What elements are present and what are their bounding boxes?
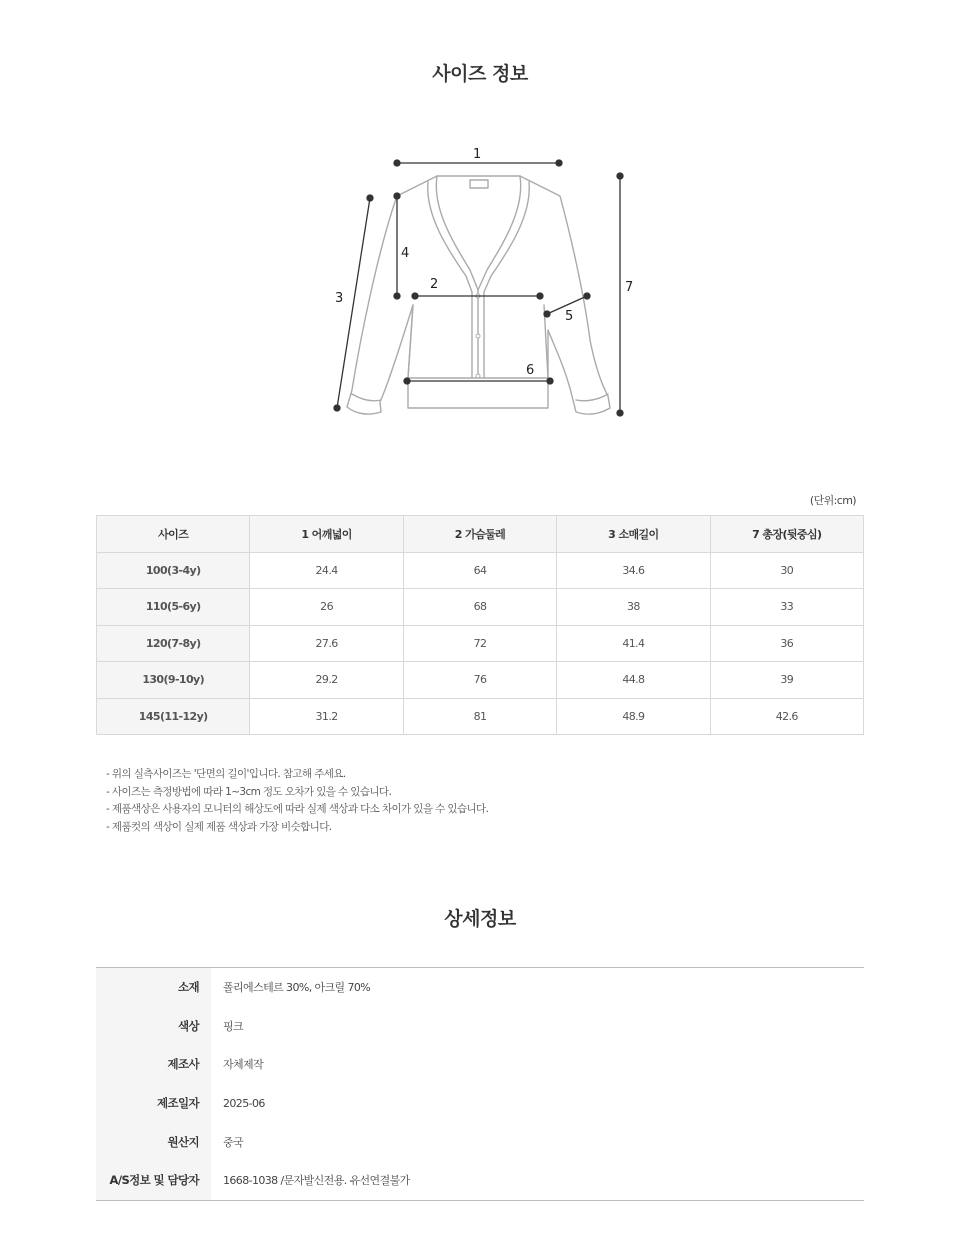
- measure-label-2: 2: [430, 277, 439, 292]
- col-header-chest: 2 가슴둘레: [403, 516, 556, 553]
- value-cell: 64: [403, 552, 556, 589]
- col-header-length: 7 총장(뒷중심): [710, 516, 863, 553]
- value-cell: 27.6: [250, 625, 403, 662]
- detail-label: 색상: [96, 1007, 211, 1046]
- value-cell: 76: [403, 662, 556, 699]
- measure-label-6: 6: [526, 363, 535, 378]
- detail-table: [96, 968, 864, 1200]
- value-cell: 36: [710, 625, 863, 662]
- detail-value: 핑크: [223, 1019, 244, 1033]
- detail-label: 제조사: [96, 1045, 211, 1084]
- value-cell: 39: [710, 662, 863, 699]
- detail-row-as-contact: [96, 1161, 864, 1200]
- col-header-sleeve: 3 소매길이: [557, 516, 710, 553]
- value-cell: 81: [403, 698, 556, 735]
- detail-label: 소재: [96, 968, 211, 1007]
- detail-label: A/S정보 및 담당자: [96, 1161, 211, 1200]
- detail-value: 자체제작: [223, 1058, 264, 1072]
- note-item: - 사이즈는 측정방법에 따라 1~3cm 정도 오차가 있을 수 있습니다.: [106, 785, 392, 798]
- size-table: [96, 515, 864, 735]
- value-cell: 68: [403, 589, 556, 626]
- detail-row-color: [96, 1007, 864, 1046]
- note-item: - 제품색상은 사용자의 모니터의 해상도에 따라 실제 색상과 다소 차이가 있을 수 있습니다.: [106, 803, 489, 816]
- value-cell: 24.4: [250, 552, 403, 589]
- unit-label: (단위:cm): [809, 494, 856, 507]
- measure-label-1: 1: [473, 147, 482, 162]
- detail-row-manufacturer: [96, 1045, 864, 1084]
- size-notes: [106, 766, 488, 836]
- col-header-size: 사이즈: [97, 516, 250, 553]
- detail-label: 제조일자: [96, 1084, 211, 1123]
- value-cell: 41.4: [557, 625, 710, 662]
- value-cell: 48.9: [557, 698, 710, 735]
- value-cell: 38: [557, 589, 710, 626]
- detail-row-material: [96, 968, 864, 1007]
- detail-label: 원산지: [96, 1122, 211, 1161]
- table-row: [97, 662, 864, 699]
- detail-row-origin: [96, 1122, 864, 1161]
- table-row: [97, 625, 864, 662]
- table-row: [97, 698, 864, 735]
- size-cell: 145(11-12y): [97, 698, 250, 735]
- note-item: - 제품컷의 색상이 실제 제품 색상과 가장 비슷합니다.: [106, 820, 332, 833]
- size-cell: 100(3-4y): [97, 552, 250, 589]
- measure-label-4: 4: [401, 246, 410, 261]
- cardigan-measurement-diagram: [320, 138, 650, 428]
- measure-label-7: 7: [625, 280, 634, 295]
- size-table-header-row: [97, 516, 864, 553]
- detail-table-wrap: [96, 967, 864, 1201]
- value-cell: 26: [250, 589, 403, 626]
- measure-label-5: 5: [565, 309, 574, 324]
- detail-value: 1668-1038 /문자발신전용. 유선연결불가: [223, 1174, 410, 1188]
- button-dot: [476, 374, 480, 378]
- detail-value: 중국: [223, 1135, 244, 1149]
- value-cell: 30: [710, 552, 863, 589]
- value-cell: 31.2: [250, 698, 403, 735]
- note-item: - 위의 실측사이즈는 '단면의 길이'입니다. 참고해 주세요.: [106, 768, 346, 780]
- detail-value: 폴리에스테르 30%, 아크릴 70%: [223, 981, 371, 995]
- detail-row-manufacture-date: [96, 1084, 864, 1123]
- table-row: [97, 589, 864, 626]
- size-cell: 110(5-6y): [97, 589, 250, 626]
- value-cell: 44.8: [557, 662, 710, 699]
- value-cell: 42.6: [710, 698, 863, 735]
- size-info-title: 사이즈 정보: [432, 63, 528, 85]
- col-header-shoulder: 1 어깨넓이: [250, 516, 403, 553]
- value-cell: 72: [403, 625, 556, 662]
- value-cell: 34.6: [557, 552, 710, 589]
- measure-label-3: 3: [335, 291, 344, 306]
- button-dot: [476, 334, 480, 338]
- size-cell: 130(9-10y): [97, 662, 250, 699]
- value-cell: 33: [710, 589, 863, 626]
- size-cell: 120(7-8y): [97, 625, 250, 662]
- table-row: [97, 552, 864, 589]
- detail-info-title: 상세정보: [444, 908, 516, 930]
- detail-value: 2025-06: [223, 1096, 265, 1110]
- value-cell: 29.2: [250, 662, 403, 699]
